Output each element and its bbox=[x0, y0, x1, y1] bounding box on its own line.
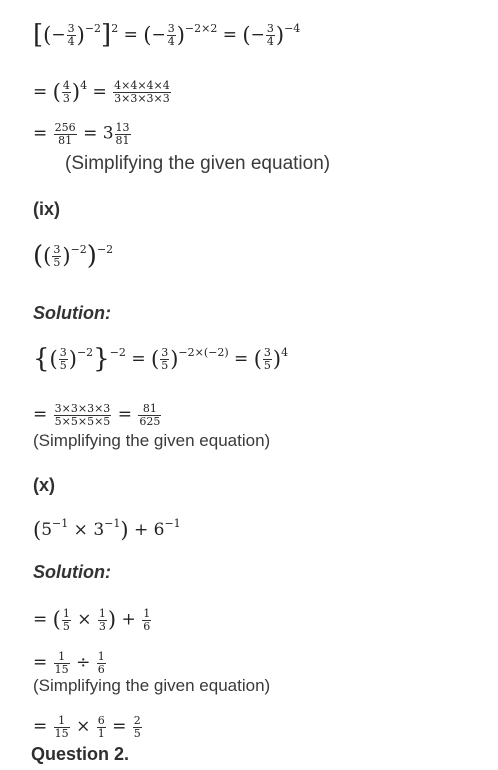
note-simplifying-2: (Simplifying the given equation) bbox=[33, 431, 271, 450]
question-2-heading: Question 2. bbox=[31, 744, 130, 764]
note-simplifying-1: (Simplifying the given equation) bbox=[65, 153, 331, 174]
solution-label-ix: Solution: bbox=[33, 303, 111, 323]
solution-label-x: Solution: bbox=[33, 562, 111, 582]
solution-x-line-3: = $\frac{1}{15}$ × $\frac{6}{1}$ = $\frac{2}{5}$ bbox=[33, 714, 141, 740]
expr-line-1: [(− $\frac{3}{4}$ )$^{-2}$]$^2$ = (− $\frac{3}{4}$ )$^{-2\times 2}$ = (− $\frac{3}{4}$ )$^{-4}$ bbox=[33, 20, 301, 50]
line-transcriptions bbox=[0, 0, 1, 1]
expr-line-3: = $\frac{256}{81}$ = 3 $\frac{13}{81}$ bbox=[33, 121, 130, 147]
question-ix-expression: (( $\frac{3}{5}$ )$^{-2}$)$^{-2}$ bbox=[33, 241, 114, 271]
expr-line-2: = ( $\frac{4}{3}$ )$^4$ = $\frac{4\times 4\times 4\times 4}{3\times 3\times 3\times 3}$ bbox=[33, 79, 170, 105]
line-1-text bbox=[0, 0, 1, 1]
solution-ix-line-1: {( $\frac{3}{5}$ )$^{-2}$}$^{-2}$ = ( $\frac{3}{5}$ )$^{-2\times(-2)}$ = ( $\frac{3}{5}$ )$^4$ bbox=[33, 344, 289, 374]
solution-x-line-1: = ( $\frac{1}{5}$ × $\frac{1}{3}$ ) + $\frac{1}{6}$ bbox=[33, 607, 151, 633]
solution-ix-line-2: = $\frac{3\times 3\times 3\times 3}{5\times 5\times 5\times 5}$ = $\frac{81}{625}$ bbox=[33, 402, 161, 428]
note-simplifying-3: (Simplifying the given equation) bbox=[33, 676, 271, 695]
question-x-expression: $(5^{-1} \times 3^{-1}) + 6^{-1}$ bbox=[33, 517, 181, 542]
question-label-x: (x) bbox=[33, 475, 55, 495]
solution-x-line-2: = $\frac{1}{15}$ ÷ $\frac{1}{6}$ bbox=[33, 650, 105, 676]
question-label-ix: (ix) bbox=[33, 199, 60, 219]
